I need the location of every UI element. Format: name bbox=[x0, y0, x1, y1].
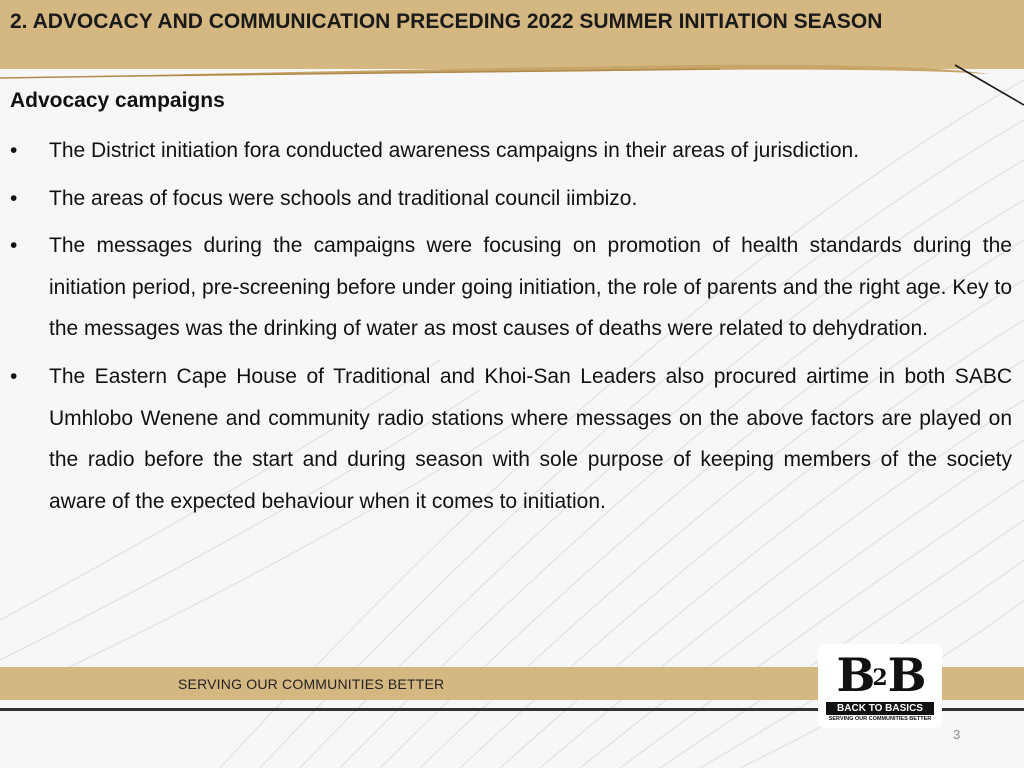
logo-digit-2: 2 bbox=[872, 665, 888, 691]
back-to-basics-logo bbox=[818, 644, 942, 728]
logo-letter-b: B bbox=[836, 648, 873, 702]
logo-mark bbox=[834, 647, 926, 706]
section-subheading: Advocacy campaigns bbox=[10, 89, 225, 112]
logo-subtext: SERVING OUR COMMUNITIES BETTER bbox=[828, 716, 932, 722]
bullet-item bbox=[10, 225, 1012, 350]
bullet-text: The District initiation fora conducted awareness campaigns in their areas of jurisdiction. bbox=[49, 139, 860, 162]
bullet-item bbox=[10, 178, 1012, 220]
footer-tagline: SERVING OUR COMMUNITIES BETTER bbox=[178, 676, 445, 692]
bullet-list bbox=[10, 130, 1012, 528]
bullet-marker: • bbox=[10, 364, 18, 388]
bullet-marker: • bbox=[10, 186, 18, 210]
bullet-item bbox=[10, 130, 1012, 172]
bullet-item bbox=[10, 356, 1012, 522]
bullet-text: The areas of focus were schools and traditional council iimbizo. bbox=[49, 186, 638, 210]
bullet-marker: • bbox=[10, 234, 18, 258]
logo-letter-b2: B bbox=[887, 648, 924, 702]
bullet-marker: • bbox=[10, 139, 18, 162]
slide-title: 2. ADVOCACY AND COMMUNICATION PRECEDING 2022 SUMMER INITIATION SEASON bbox=[10, 10, 883, 33]
page-number: 3 bbox=[953, 727, 961, 742]
bullet-text: The messages during the campaigns were focusing on promotion of health standards during the initiation period, pre-screening before under going initiation, the role of parents and the right age. Key to the messages was the drinking of water as most causes of deaths were related to dehydration. bbox=[49, 234, 1012, 341]
logo-bar-text: BACK TO BASICS bbox=[826, 702, 934, 715]
bullet-text: The Eastern Cape House of Traditional and Khoi-San Leaders also procured airtime in both SABC Umhlobo Wenene and community radio stations where messages on the above factors are played on the radio before the start and during season with sole purpose of keeping members of the society aware of the expected behaviour when it comes to initiation. bbox=[49, 364, 1012, 513]
